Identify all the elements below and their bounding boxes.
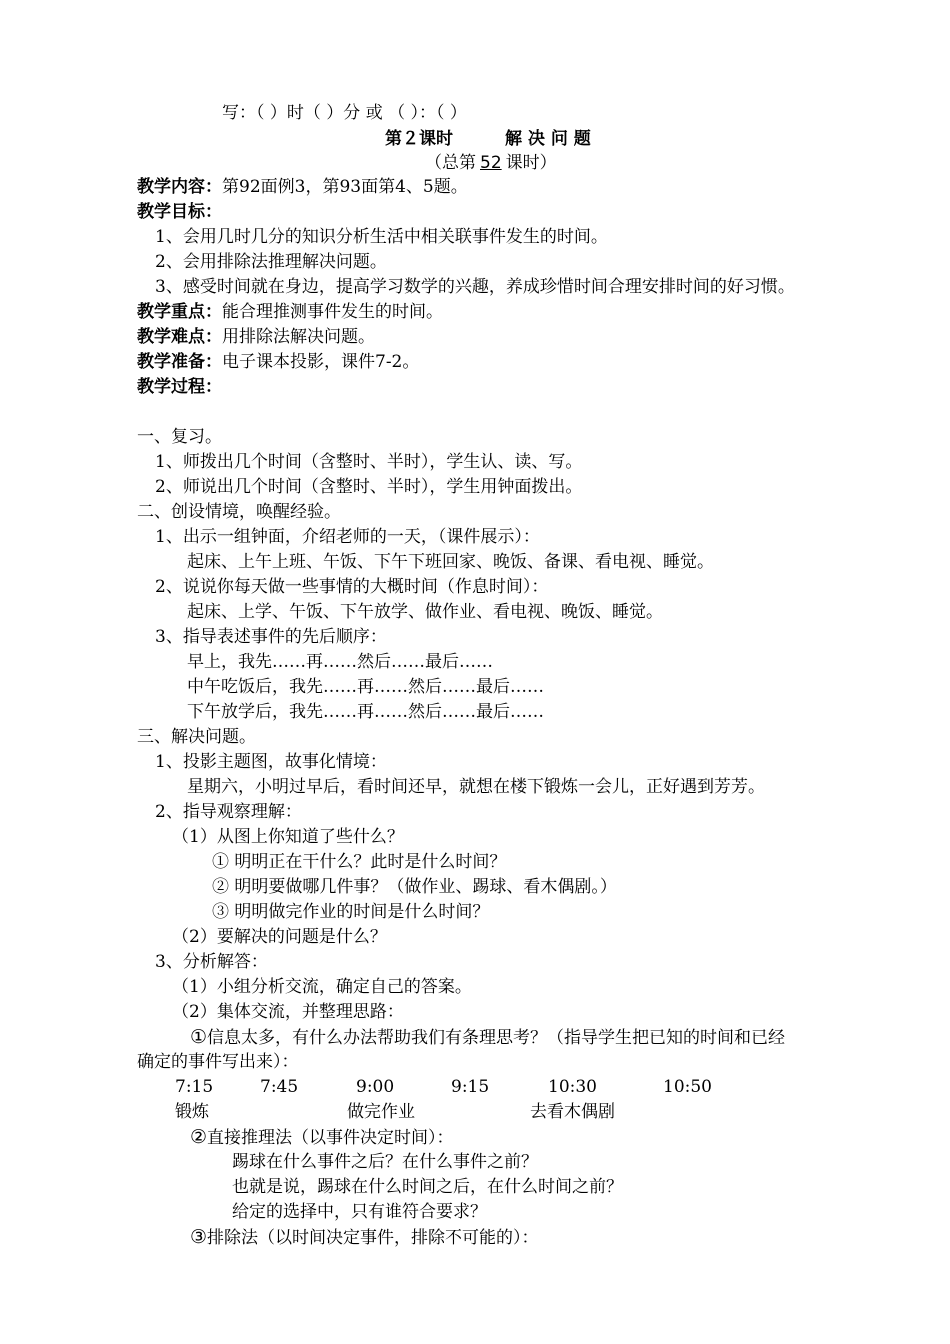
difficulty (137, 326, 375, 348)
preparation-text: 电子课本投影，课件7-2。 (222, 352, 420, 372)
timeline-time: 7:15 (175, 1077, 214, 1097)
section-line: 2、师说出几个时间（含整时、半时），学生用钟面拨出。 (155, 477, 583, 497)
timeline-time: 7:45 (260, 1077, 299, 1097)
teaching-content (137, 176, 468, 198)
section-line: 1、师拨出几个时间（含整时、半时），学生认、读、写。 (155, 452, 583, 472)
section-line: 中午吃饭后，我先……再……然后……最后…… (187, 677, 544, 697)
section-line: 起床、上学、午饭、下午放学、做作业、看电视、晚饭、睡觉。 (187, 602, 663, 622)
section-line: ③ 明明做完作业的时间是什么时间？ (212, 902, 490, 922)
section-line: 3、指导表述事件的先后顺序： (155, 627, 387, 647)
lesson-topic: 解 决 问 题 (505, 129, 591, 149)
process-label: 教学过程： (137, 377, 222, 397)
objective-item: 1、会用几时几分的知识分析生活中相关联事件发生的时间。 (155, 227, 608, 247)
section-line: 下午放学后，我先……再……然后……最后…… (187, 702, 544, 722)
method-exclusion-text: 排除法（以时间决定事件，排除不可能的）： (207, 1228, 539, 1248)
section-line: 1、出示一组钟面，介绍老师的一天，（课件展示）： (155, 527, 540, 547)
lesson-total (425, 152, 557, 174)
difficulty-label: 教学难点： (137, 327, 222, 347)
section-line: 星期六，小明过早后，看时间还早，就想在楼下锻炼一会儿，正好遇到芳芳。 (187, 777, 765, 797)
key-point (137, 301, 443, 323)
timeline-time: 10:50 (663, 1077, 712, 1097)
timeline-event: 去看木偶剧 (530, 1102, 615, 1122)
marker-3: ③ (190, 1226, 208, 1248)
total-number: 52 (480, 153, 502, 173)
method-line: 踢球在什么事件之后？在什么事件之前？ (232, 1152, 538, 1172)
section-line: （1）从图上你知道了些什么？ (172, 827, 404, 847)
section-title: 三、解决问题。 (137, 727, 256, 747)
preparation (137, 351, 419, 373)
section-line: （2）集体交流，并整理思路： (172, 1002, 404, 1022)
objective-item: 3、感受时间就在身边，提高学习数学的兴趣，养成珍惜时间合理安排时间的好习惯。 (155, 277, 795, 297)
content-label: 教学内容： (137, 177, 222, 197)
section-line: 2、说说你每天做一些事情的大概时间（作息时间）： (155, 577, 549, 597)
timeline-event: 做完作业 (347, 1102, 415, 1122)
section-line: （2）要解决的问题是什么？ (172, 927, 387, 947)
method-direct-text: 直接推理法（以事件决定时间）： (207, 1128, 454, 1148)
total-suffix: 课时） (505, 153, 557, 173)
method-line: 也就是说，踢球在什么时间之后，在什么时间之前？ (232, 1177, 623, 1197)
timeline-event: 锻炼 (175, 1102, 209, 1122)
key-point-label: 教学重点： (137, 302, 222, 322)
marker-2: ② (190, 1126, 208, 1148)
section-line (190, 1026, 785, 1049)
timeline-time: 9:00 (356, 1077, 395, 1097)
section-title: 一、复习。 (137, 427, 222, 447)
key-point-text: 能合理推测事件发生的时间。 (222, 302, 443, 322)
section-line: 3、分析解答： (155, 952, 268, 972)
method-line: 给定的选择中，只有谁符合要求？ (232, 1202, 487, 1222)
section-line: ① 明明正在干什么？此时是什么时间？ (212, 852, 507, 872)
timeline-time: 9:15 (451, 1077, 490, 1097)
section-line: ② 明明要做哪几件事？（做作业、踢球、看木偶剧。） (212, 877, 617, 897)
section-line: （1）小组分析交流，确定自己的答案。 (172, 977, 472, 997)
method-direct-title (190, 1126, 454, 1149)
content-text: 第92面例3，第93面第4、5题。 (222, 177, 468, 197)
objectives-label: 教学目标： (137, 202, 222, 222)
section-line: 早上，我先……再……然后……最后…… (187, 652, 493, 672)
preparation-label: 教学准备： (137, 352, 222, 372)
method-exclusion-title (190, 1226, 539, 1249)
timeline-time: 10:30 (548, 1077, 597, 1097)
lesson-number: 第２课时 (385, 129, 453, 149)
section-line: 1、投影主题图，故事化情境： (155, 752, 387, 772)
section-line: 起床、上午上班、午饭、下午下班回家、晚饭、备课、看电视、睡觉。 (187, 552, 714, 572)
section-line: 2、指导观察理解： (155, 802, 302, 822)
difficulty-text: 用排除法解决问题。 (222, 327, 375, 347)
section-line-text: 信息太多，有什么办法帮助我们有条理思考？（指导学生把已知的时间和已经 (207, 1028, 786, 1048)
total-prefix: （总第 (425, 153, 476, 173)
section-title: 二、创设情境，唤醒经验。 (137, 502, 341, 522)
marker-1: ① (190, 1026, 208, 1048)
section-line: 确定的事件写出来）： (137, 1052, 299, 1072)
time-format-line: 写：（ ）时（ ）分 或 （ ）：（ ） (222, 103, 467, 123)
objective-item: 2、会用排除法推理解决问题。 (155, 252, 387, 272)
